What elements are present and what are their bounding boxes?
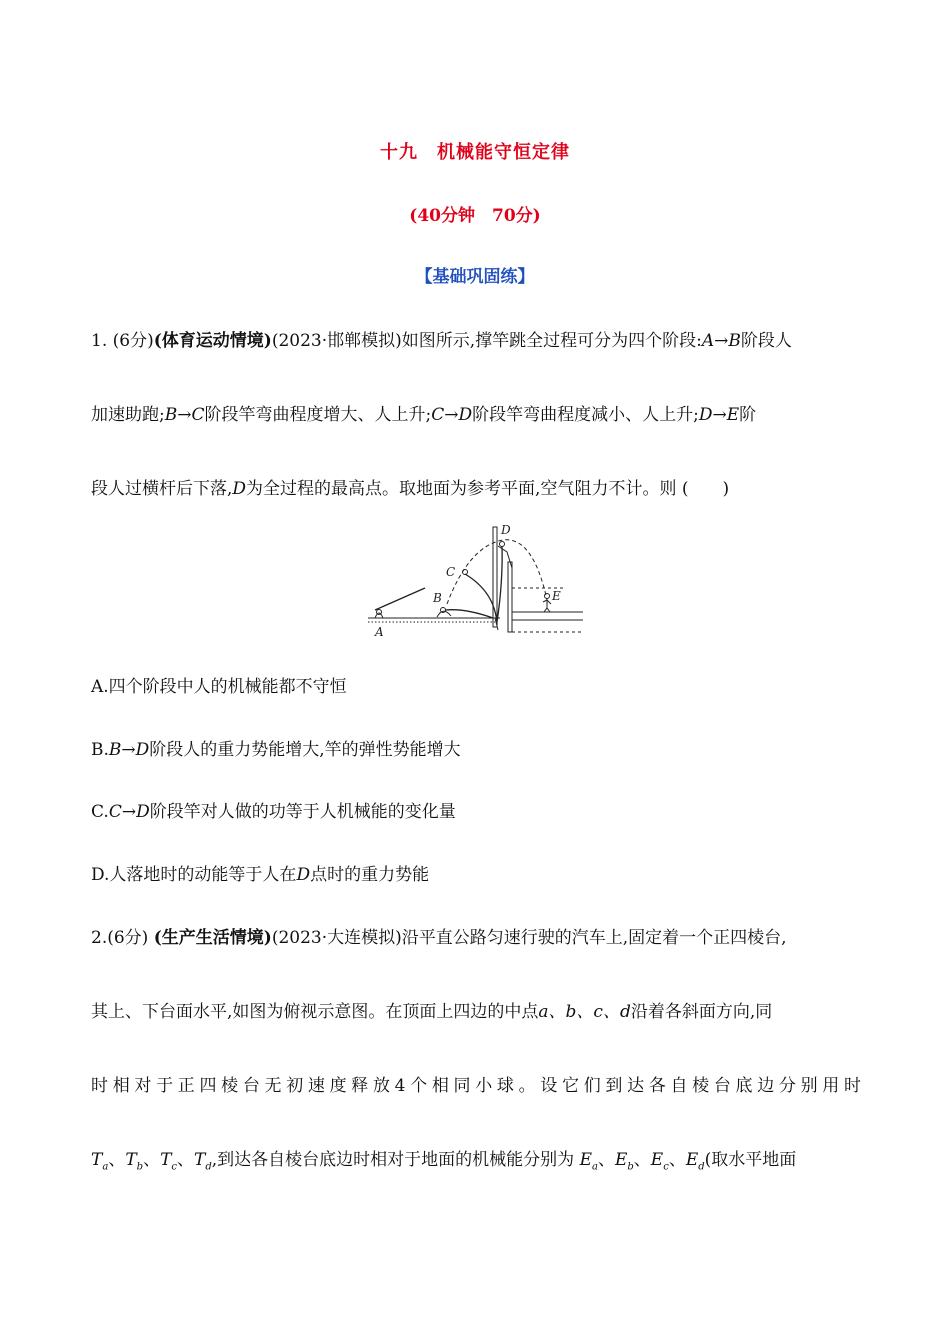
- q2-context-tag: (生产生活情境): [153, 928, 272, 948]
- q1-number: 1. (6分): [91, 331, 154, 351]
- label-e: E: [552, 589, 561, 603]
- label-b: B: [433, 591, 442, 605]
- label-c: C: [446, 565, 456, 579]
- label-a: A: [375, 625, 384, 639]
- vaulter-d: [500, 542, 505, 547]
- q1-context-tag: (体育运动情境): [153, 331, 272, 351]
- time-score-subtitle: (40分钟 70分): [409, 206, 541, 226]
- vaulter-a-body: [375, 613, 383, 618]
- q1-option-b: B.B→D阶段人的重力势能增大,竿的弹性势能增大: [91, 740, 461, 760]
- page-title: 十九 机械能守恒定律: [380, 142, 570, 163]
- q1-option-c: C.C→D阶段竿对人做的功等于人机械能的变化量: [91, 802, 456, 822]
- q2-line-4: $T_a$、$T_b$、$T_c$、$T_d$,到达各自棱台底边时相对于地面的机械能分别为 $E_a$、$E_b$、$E_c$、$E_d$(取水平地面: [91, 1150, 797, 1173]
- q2-line-1: 2.(6分) (生产生活情境)(2023·大连模拟)沿平直公路匀速行驶的汽车上,固定着一个正四棱台,: [91, 928, 787, 948]
- q1-option-d: D.人落地时的动能等于人在D点时的重力势能: [91, 865, 430, 885]
- pole-vault-diagram: [365, 522, 590, 640]
- q1-line-3: 段人过横杆后下落,D为全过程的最高点。取地面为参考平面,空气阻力不计。则 ( ): [91, 479, 730, 499]
- vaulter-d-body: [498, 546, 512, 568]
- pole-c: [465, 574, 497, 624]
- right-standard: [508, 562, 512, 632]
- pole-a: [375, 588, 425, 610]
- q2-number: 2.(6分): [91, 928, 154, 948]
- q1-line-1: 1. (6分)(体育运动情境)(2023·邯郸模拟)如图所示,撑竿跳全过程可分为四个阶段:A→B阶段人: [91, 331, 792, 351]
- pole-b: [445, 610, 493, 618]
- label-d: D: [501, 523, 511, 537]
- q2-line-2: 其上、下台面水平,如图为俯视示意图。在顶面上四边的中点a、b、c、d沿着各斜面方向,同: [91, 1002, 773, 1022]
- section-heading: 【基础巩固练】: [415, 267, 535, 287]
- q2-line-3: 时相对于正四棱台无初速度释放4个相同小球。设它们到达各自棱台底边分别用时: [91, 1076, 861, 1096]
- pole-d: [497, 546, 502, 622]
- q1-line-2: 加速助跑;B→C阶段竿弯曲程度增大、人上升;C→D阶段竿弯曲程度减小、人上升;D→E阶: [91, 405, 757, 425]
- vaulter-e: [545, 594, 550, 599]
- vaulter-e-body: [543, 600, 551, 612]
- q1-option-a: A.四个阶段中人的机械能都不守恒: [91, 677, 347, 697]
